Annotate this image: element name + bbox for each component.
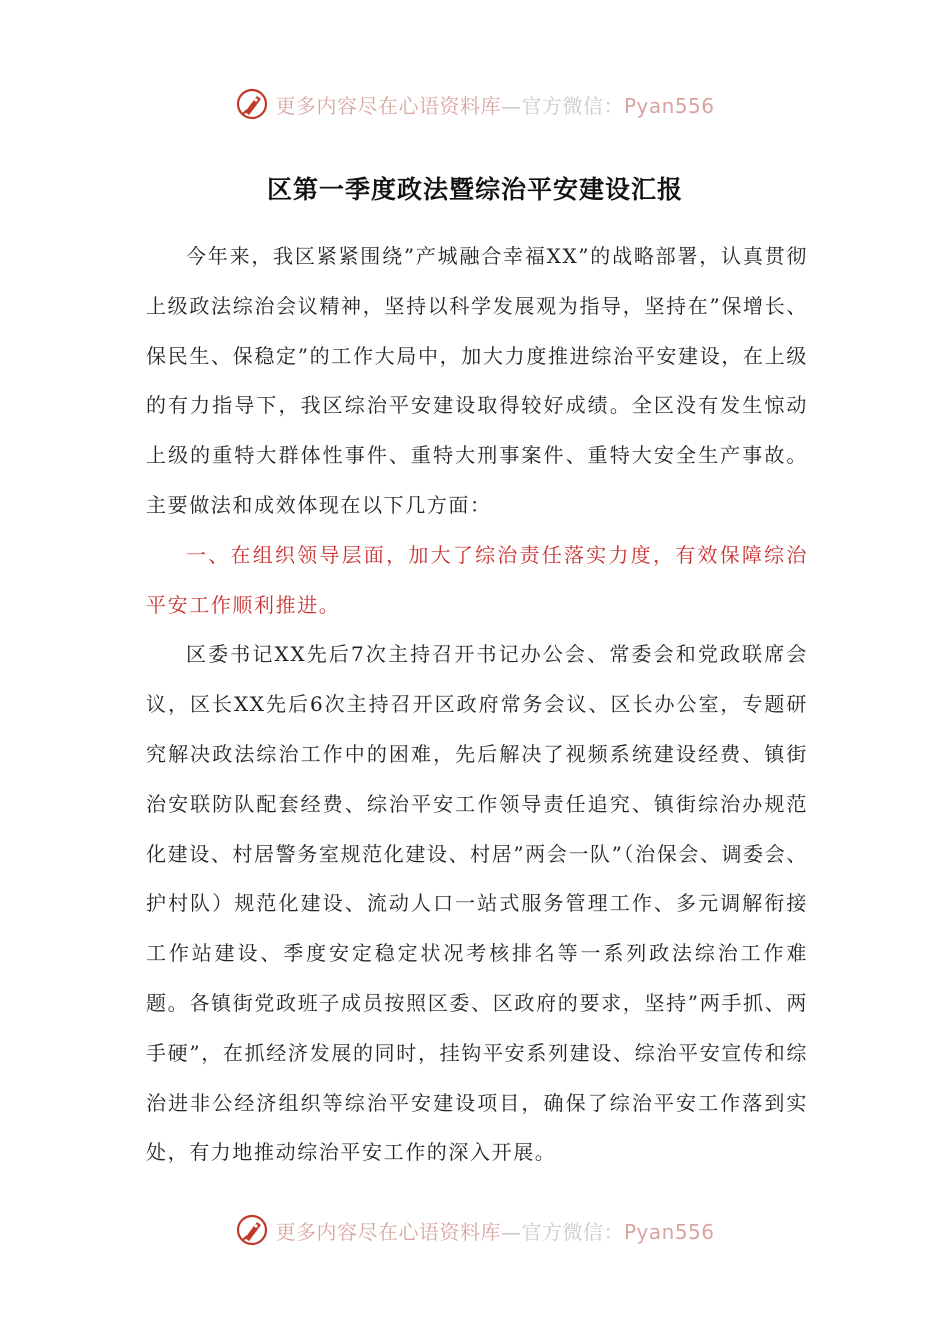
- banner-wechat-label: 官方微信：: [521, 93, 624, 118]
- header-banner: [0, 84, 950, 124]
- banner-separator: —: [500, 93, 522, 118]
- banner-wechat-id: Pyan556: [623, 93, 715, 118]
- footer-banner: [0, 1210, 950, 1250]
- banner-wechat-id: Pyan556: [623, 1219, 715, 1244]
- banner-text: [275, 1216, 714, 1245]
- banner-text: [275, 90, 714, 119]
- banner-separator: —: [500, 1219, 522, 1244]
- banner-main-text: 更多内容尽在心语资料库: [275, 1219, 501, 1244]
- pen-nib-logo-icon: [235, 87, 269, 121]
- banner-main-text: 更多内容尽在心语资料库: [275, 93, 501, 118]
- paragraph-section-1: 区委书记XX先后7次主持召开书记办公会、常委会和党政联席会议，区长XX先后6次主持召开区政府常务会议、区长办公室，专题研究解决政法综治工作中的困难，先后解决了视频系统建设经费、镇街治安联防队配套经费、综治平安工作领导责任追究、镇街综治办规范化建设、村居警务室规范化建设、村居”两会一队”（治保会、调委会、护村队）规范化建设、流动人口一站式服务管理工作、多元调解衔接工作站建设、季度安定稳定状况考核排名等一系列政法综治工作难题。各镇街党政班子成员按照区委、区政府的要求，坚持”两手抓、两手硬”，在抓经济发展的同时，挂钩平安系列建设、综治平安宣传和综治进非公经济组织等综治平安建设项目，确保了综治平安工作落到实处，有力地推动综治平安工作的深入开展。: [146, 642, 808, 1165]
- pen-nib-logo-icon: [235, 1213, 269, 1247]
- paragraph-intro: 今年来，我区紧紧围绕”产城融合幸福XX”的战略部署，认真贯彻上级政法综治会议精神，坚持以科学发展观为指导，坚持在”保增长、保民生、保稳定”的工作大局中，加大力度推进综治平安建设，在上级的有力指导下，我区综治平安建设取得较好成绩。全区没有发生惊动上级的重特大群体性事件、重特大刑事案件、重特大安全生产事故。主要做法和成效体现在以下几方面：: [146, 244, 808, 517]
- document-body: [146, 232, 808, 1178]
- banner-wechat-label: 官方微信：: [521, 1219, 624, 1244]
- document-title: 区第一季度政法暨综治平安建设汇报: [266, 175, 683, 204]
- section-heading-1: 一、在组织领导层面，加大了综治责任落实力度，有效保障综治平安工作顺利推进。: [146, 542, 808, 617]
